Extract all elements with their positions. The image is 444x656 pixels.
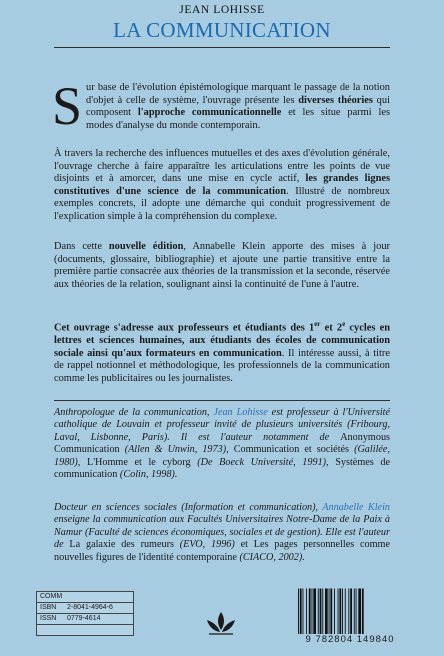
- drop-cap: S: [52, 76, 83, 136]
- section-divider: [54, 400, 390, 401]
- text-run-italic: Docteur en sciences sociales (Information et communication),: [54, 502, 323, 513]
- catalog-label: ISBN: [40, 604, 57, 611]
- catalog-label: COMM: [40, 593, 63, 600]
- text-run-italic: (Colin, 1998).: [119, 469, 178, 481]
- text-run-bold: les grandes lignes constitutives d'une science de la communication: [54, 173, 390, 197]
- paragraph-approach: [54, 148, 390, 224]
- text-run-bold: l'approche communicationnelle: [137, 107, 282, 119]
- barcode-digits: 9 782804 149840: [288, 634, 412, 645]
- bio-lohisse: [54, 407, 390, 481]
- title-divider: [54, 47, 390, 48]
- text-run-italic: Anthropologue de la communication,: [54, 407, 214, 418]
- text-run-italic: est professeur à l'Université catholique de Louvain et professeur invité de plusieurs universités (Fribourg, Laval, Lisbonne, Paris). Il est l'auteur notamment de: [54, 407, 390, 443]
- text-run-bold: Cet ouvrage s'adresse aux professeurs et étudiants des 1: [54, 322, 315, 334]
- author-name-klein: Annabelle Klein: [322, 502, 390, 513]
- text-run-bold: diverses théories: [298, 94, 373, 106]
- text-run: , Annabelle Klein apporte des mises à jour (documents, glossaire, bibliographie) et ajoute une partie transitive entre la première partie consacrée aux théories de la transmission et la seconde, réservée aux théories de la relation, soulignant ainsi la continuité de l'une à l'autre.: [54, 241, 390, 290]
- book-ref: L'Homme et le cyborg: [80, 456, 198, 468]
- catalog-row: [36, 591, 134, 602]
- superscript: e: [342, 320, 346, 328]
- catalog-value: 2-8041-4964-6: [67, 604, 113, 611]
- text-run-italic: (CIACO, 2002).: [239, 551, 305, 563]
- book-title: LA COMMUNICATION: [113, 18, 331, 42]
- catalog-label: ISSN: [40, 615, 57, 622]
- leaf-logo-icon: [201, 608, 241, 638]
- text-run: ur base de l'évolution épistémologique marquant le passage de la notion d'objet à celle de système, l'ouvrage présente les: [86, 82, 390, 106]
- book-ref: Anonymous Communication: [54, 431, 390, 456]
- paragraph-audience: [54, 318, 390, 385]
- catalog-row: [36, 613, 134, 624]
- book-ref: Systèmes de communication: [54, 456, 390, 481]
- catalog-box: [36, 591, 134, 642]
- text-run: Dans cette: [54, 241, 109, 252]
- text-run-italic: (Galilée, 1980),: [54, 444, 390, 468]
- text-run-italic: (EVO, 1996): [179, 539, 235, 551]
- catalog-row: [36, 624, 134, 636]
- superscript: er: [314, 320, 321, 328]
- text-run-italic: (De Boeck Université, 1991),: [197, 456, 329, 468]
- text-run-bold: et 2: [320, 322, 343, 334]
- text-run-italic: (Allen & Unwin, 1973),: [124, 444, 229, 456]
- catalog-row: [36, 602, 134, 613]
- text-run-italic: enseigne la communication aux Facultés Universitaires Notre-Dame de la Paix à Namur (Faculté de sciences économiques, sociales et de gestion). Elle est l'auteur de: [54, 514, 390, 551]
- text-run: qui composent: [86, 94, 390, 119]
- text-run-bold: nouvelle édition: [108, 241, 184, 252]
- catalog-value: 0779-4614: [67, 615, 101, 622]
- book-ref: Communication et sociétés: [228, 444, 355, 456]
- text-run-bold: cycles en lettres et sciences humaines, aux étudiants des écoles de communication sociale ainsi qu'aux formateurs en communication: [54, 322, 390, 359]
- text-run: À travers la recherche des influences mutuelles et des axes d'évolution générale, l'ouvrage cherche à faire apparaître les articulations entre les points de vue disjoints et à amorcer, dans une mise en cycle actif,: [54, 148, 390, 185]
- text-run: et les situe parmi les modes d'analyse du monde contemporain.: [86, 107, 390, 131]
- text-run: . Il intéresse aussi, à titre de rappel notionnel et méthodologique, les professionnels de la communication comme les publicitaires ou les journalistes.: [54, 347, 391, 384]
- paragraph-new-edition: [54, 241, 390, 291]
- text-run: . Illustré de nombreux exemples concrets, il adopte une démarche qui conduit progressivement de l'explication simple à la compréhension du complexe.: [54, 185, 390, 222]
- author-name: JEAN LOHISSE: [179, 4, 265, 16]
- book-ref: et Les pages personnelles comme nouvelles figures de l'identité contemporaine: [54, 539, 390, 563]
- bio-klein: [54, 502, 390, 564]
- paragraph-intro: [52, 76, 390, 136]
- book-ref: La galaxie des rumeurs: [69, 539, 180, 551]
- author-name-lohisse: Jean Lohisse: [213, 407, 268, 418]
